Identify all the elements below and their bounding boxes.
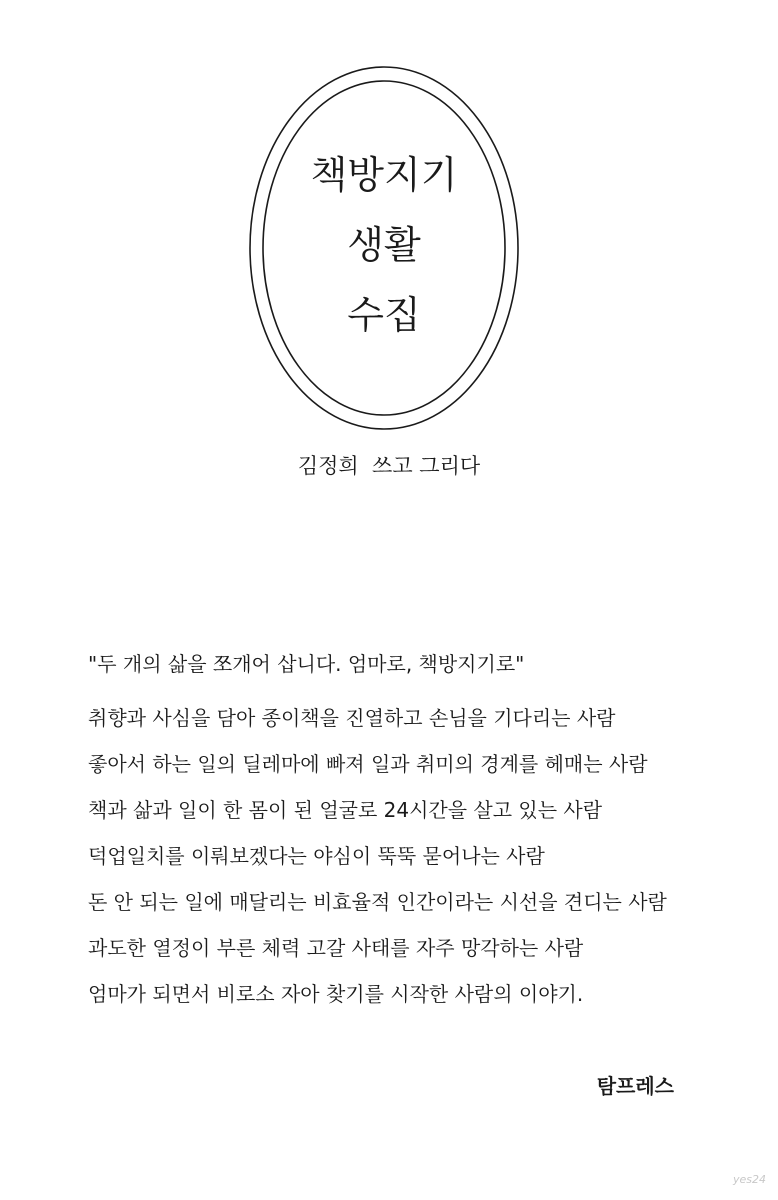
description-line: 돈 안 되는 일에 매달리는 비효율적 인간이라는 시선을 견디는 사람 — [88, 890, 667, 914]
publisher-name: 탐프레스 — [596, 1074, 674, 1098]
description-line: 좋아서 하는 일의 딜레마에 빠져 일과 취미의 경계를 헤매는 사람 — [88, 752, 648, 776]
description-line: 취향과 사심을 담아 종이책을 진열하고 손님을 기다리는 사람 — [88, 706, 616, 730]
description-list — [88, 704, 748, 1026]
description-line: 과도한 열정이 부른 체력 고갈 사태를 자주 망각하는 사람 — [88, 936, 584, 960]
description-line: 덕업일치를 이뤄보겠다는 야심이 뚝뚝 묻어나는 사람 — [88, 844, 545, 868]
title-line-3: 수집 — [347, 293, 421, 337]
book-title — [247, 140, 521, 350]
title-line-1: 책방지기 — [310, 153, 458, 197]
watermark-logo: yes24 — [732, 1173, 766, 1186]
tagline-quote: "두 개의 삶을 쪼개어 삽니다. 엄마로, 책방지기로" — [88, 652, 525, 676]
author-credit: 김정희 쓰고 그리다 — [297, 454, 481, 478]
description-line: 엄마가 되면서 비로소 자아 찾기를 시작한 사람의 이야기. — [88, 982, 584, 1006]
description-line: 책과 삶과 일이 한 몸이 된 얼굴로 24시간을 살고 있는 사람 — [88, 798, 603, 822]
title-line-2: 생활 — [347, 223, 421, 267]
